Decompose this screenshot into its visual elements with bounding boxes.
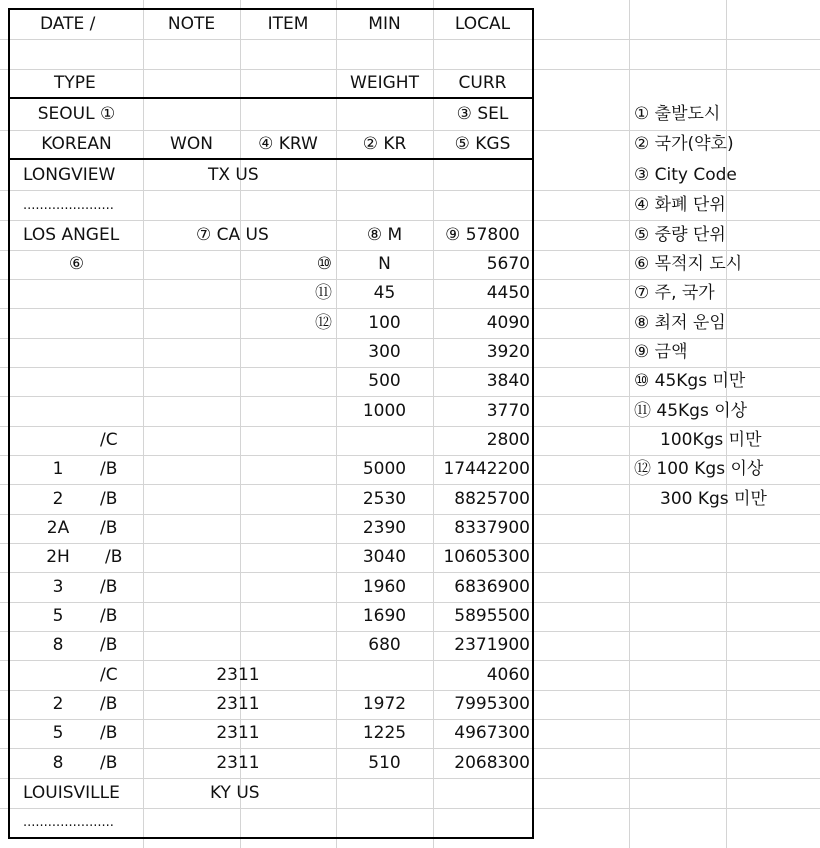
header-note[interactable]: NOTE [167, 14, 216, 34]
dest1-city[interactable]: LONGVIEW [23, 165, 116, 185]
header-date[interactable]: DATE / [40, 14, 96, 34]
dest1-dots[interactable]: ...................... [23, 198, 114, 213]
class-type[interactable]: /C [100, 430, 118, 450]
dest2-min-code[interactable]: ⑧ M [366, 225, 403, 245]
rate-amount[interactable]: 4090 [486, 313, 530, 333]
class-code[interactable]: 8 [52, 635, 64, 655]
header-weight[interactable]: WEIGHT [350, 73, 419, 93]
table-border-bottom [8, 837, 534, 839]
dest1-state-country[interactable]: TX US [208, 165, 259, 185]
class-weight[interactable]: 5000 [362, 459, 407, 479]
origin-weight-unit[interactable]: ⑤ KGS [454, 134, 511, 154]
class-code[interactable]: 5 [52, 606, 64, 626]
rate-amount[interactable]: 3840 [486, 371, 530, 391]
origin-currency-code[interactable]: ④ KRW [258, 134, 318, 154]
class-note[interactable]: 2311 [216, 723, 260, 743]
class-weight[interactable]: 1225 [362, 723, 407, 743]
class-amount[interactable]: 8825700 [454, 489, 530, 509]
class-code[interactable]: 5 [52, 723, 64, 743]
class-amount[interactable]: 10605300 [443, 547, 530, 567]
legend-item[interactable]: ③ City Code [634, 165, 737, 185]
legend-item[interactable]: ⑥ 목적지 도시 [634, 254, 743, 274]
class-type[interactable]: /B [100, 459, 118, 479]
header-item[interactable]: ITEM [267, 14, 309, 34]
origin-city-code[interactable]: ③ SEL [456, 104, 509, 124]
rate-amount[interactable]: 5670 [486, 254, 530, 274]
legend-item[interactable]: ② 국가(약호) [634, 134, 734, 154]
class-amount[interactable]: 7995300 [454, 694, 530, 714]
grid-row-line [0, 39, 820, 40]
header-min[interactable]: MIN [368, 14, 401, 34]
class-code[interactable]: 2 [52, 694, 64, 714]
class-type[interactable]: /B [105, 547, 123, 567]
class-note[interactable]: 2311 [216, 694, 260, 714]
origin-currency-name[interactable]: WON [170, 134, 213, 154]
rate-mark[interactable]: ⑪ [315, 283, 332, 303]
legend-item[interactable]: ⑩ 45Kgs 미만 [634, 371, 746, 391]
class-type[interactable]: /B [100, 753, 118, 773]
class-code[interactable]: 2 [52, 489, 64, 509]
legend-item[interactable]: 100Kgs 미만 [660, 430, 762, 450]
origin-city[interactable]: SEOUL ① [37, 104, 116, 124]
class-weight[interactable]: 1960 [362, 577, 407, 597]
class-weight[interactable]: 1690 [362, 606, 407, 626]
class-type[interactable]: /B [100, 635, 118, 655]
class-type[interactable]: /B [100, 518, 118, 538]
grid-col-line [143, 0, 144, 848]
dest2-min-amount[interactable]: ⑨ 57800 [445, 225, 520, 245]
rate-amount[interactable]: 4450 [486, 283, 530, 303]
dest2-state-country[interactable]: ⑦ CA US [196, 225, 269, 245]
rate-weight[interactable]: 300 [368, 342, 401, 362]
class-amount[interactable]: 2800 [486, 430, 530, 450]
class-amount[interactable]: 4060 [486, 665, 530, 685]
class-code[interactable]: 8 [52, 753, 64, 773]
legend-item[interactable]: ⑦ 주, 국가 [634, 283, 715, 303]
class-code[interactable]: 1 [52, 459, 64, 479]
origin-country-code[interactable]: ② KR [362, 134, 407, 154]
header-curr[interactable]: CURR [458, 73, 507, 93]
class-weight[interactable]: 2530 [362, 489, 407, 509]
class-amount[interactable]: 2371900 [454, 635, 530, 655]
legend-item[interactable]: ④ 화폐 단위 [634, 195, 726, 215]
class-type[interactable]: /C [100, 665, 118, 685]
rate-weight[interactable]: 500 [368, 371, 401, 391]
class-weight[interactable]: 3040 [362, 547, 407, 567]
legend-item[interactable]: ⑨ 금액 [634, 342, 688, 362]
class-code[interactable]: 3 [52, 577, 64, 597]
class-weight[interactable]: 2390 [362, 518, 407, 538]
legend-item[interactable]: 300 Kgs 미만 [660, 489, 767, 509]
rate-mark[interactable]: ⑫ [315, 313, 332, 333]
header-type[interactable]: TYPE [54, 73, 96, 93]
dest2-city[interactable]: LOS ANGEL [23, 225, 120, 245]
dest2-marker[interactable]: ⑥ [68, 254, 85, 274]
grid-col-line [629, 0, 630, 848]
rate-weight[interactable]: N [378, 254, 391, 274]
class-type[interactable]: /B [100, 577, 118, 597]
dest3-city[interactable]: LOUISVILLE [23, 783, 120, 803]
class-amount[interactable]: 2068300 [454, 753, 530, 773]
class-code[interactable]: 2A [46, 518, 70, 538]
legend-item[interactable]: ① 출발도시 [634, 104, 721, 124]
class-amount[interactable]: 6836900 [454, 577, 530, 597]
class-amount[interactable]: 5895500 [454, 606, 530, 626]
legend-item[interactable]: ⑤ 중량 단위 [634, 225, 726, 245]
class-type[interactable]: /B [100, 606, 118, 626]
rate-weight[interactable]: 100 [368, 313, 401, 333]
legend-item[interactable]: ⑧ 최저 운임 [634, 313, 726, 333]
rate-amount[interactable]: 3770 [486, 401, 530, 421]
class-amount[interactable]: 4967300 [454, 723, 530, 743]
class-type[interactable]: /B [100, 723, 118, 743]
dest3-state-country[interactable]: KY US [210, 783, 260, 803]
rate-weight[interactable]: 45 [373, 283, 396, 303]
dest3-dots[interactable]: ...................... [23, 815, 114, 830]
class-note[interactable]: 2311 [216, 665, 260, 685]
class-weight[interactable]: 510 [368, 753, 401, 773]
class-note[interactable]: 2311 [216, 753, 260, 773]
class-type[interactable]: /B [100, 489, 118, 509]
class-weight[interactable]: 680 [368, 635, 401, 655]
class-type[interactable]: /B [100, 694, 118, 714]
class-amount[interactable]: 17442200 [443, 459, 530, 479]
header-local[interactable]: LOCAL [454, 14, 511, 34]
legend-item[interactable]: ⑪ 45Kgs 이상 [634, 401, 748, 421]
rate-amount[interactable]: 3920 [486, 342, 530, 362]
legend-item[interactable]: ⑫ 100 Kgs 이상 [634, 459, 764, 479]
table-border-right [532, 8, 534, 839]
rate-weight[interactable]: 1000 [362, 401, 407, 421]
origin-country[interactable]: KOREAN [41, 134, 112, 154]
class-code[interactable]: 2H [46, 547, 70, 567]
class-weight[interactable]: 1972 [362, 694, 407, 714]
rate-mark[interactable]: ⑩ [316, 254, 332, 274]
class-amount[interactable]: 8337900 [454, 518, 530, 538]
